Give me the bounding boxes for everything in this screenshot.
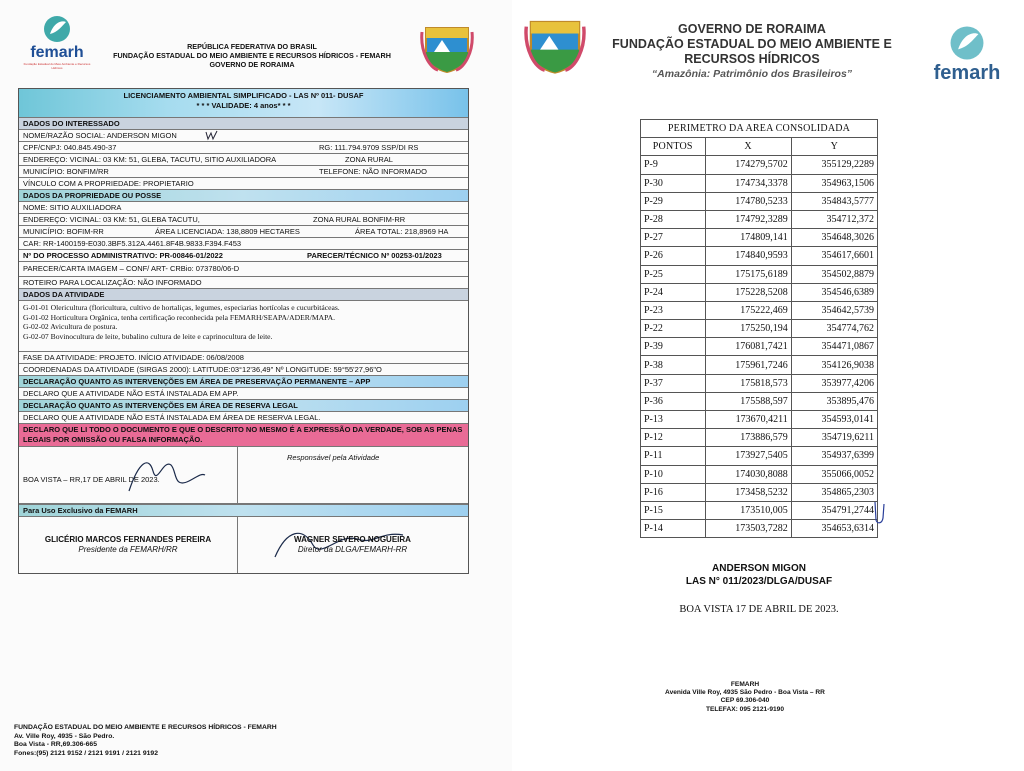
table-row	[641, 265, 878, 283]
table-row	[641, 192, 878, 210]
point-cell: P-24	[641, 283, 706, 301]
y-cell: 354719,6211	[791, 429, 877, 447]
presidente-cargo: Presidente da FEMARH/RR	[78, 545, 178, 554]
endereco-prop-text: ENDEREÇO: VICINAL: 03 KM: 51, GLEBA TACUTU,	[23, 215, 200, 224]
x-cell: 174840,9593	[705, 247, 791, 265]
logo-word: femarh	[933, 62, 1001, 84]
table-title: PERIMETRO DA AREA CONSOLIDADA	[641, 120, 878, 138]
footer-line: FUNDAÇÃO ESTADUAL DO MEIO AMBIENTE E RECURSOS HÍDRICOS - FEMARH	[14, 724, 277, 731]
field-endereco	[19, 154, 468, 166]
table-row	[641, 411, 878, 429]
field-cpf-rg	[19, 142, 468, 154]
x-cell: 173670,4211	[705, 411, 791, 429]
point-cell: P-25	[641, 265, 706, 283]
point-cell: P-11	[641, 447, 706, 465]
right-footer	[615, 681, 875, 714]
field-car: CAR: RR-1400159-E030.3BF5.312A.4461.8F4B.9833.F394.F453	[19, 238, 468, 250]
point-cell: P-27	[641, 229, 706, 247]
x-cell: 173886,579	[705, 429, 791, 447]
date-line: BOA VISTA 17 DE ABRIL DE 2023.	[679, 604, 839, 615]
y-cell: 354843,5777	[791, 192, 877, 210]
table-row	[641, 174, 878, 192]
footer-line: Boa Vista - RR,69.306-665	[14, 741, 97, 749]
col-y: Y	[791, 138, 877, 156]
activity-item: G-01-02 Horticultura Orgânica, tenha certificação reconhecida pela FEMARH/SEAPA/ADER/MAPA.	[23, 312, 336, 322]
left-header	[96, 42, 408, 69]
diretor-cargo: Diretor da DLGA/FEMARH-RR	[297, 545, 408, 554]
x-cell: 175250,194	[705, 320, 791, 338]
footer-line: Av. Ville Roy, 4935 - São Pedro.	[14, 732, 115, 740]
x-cell: 176081,7421	[705, 338, 791, 356]
point-cell: P-36	[641, 392, 706, 410]
signature-block	[640, 563, 878, 588]
point-cell: P-39	[641, 338, 706, 356]
footer-line: TELEFAX: 095 2121-9190	[705, 705, 785, 713]
x-cell: 174734,3378	[705, 174, 791, 192]
y-cell: 354937,6399	[791, 447, 877, 465]
municipio-text: MUNICÍPIO: BONFIM/RR	[23, 167, 109, 176]
x-cell: 175818,573	[705, 374, 791, 392]
point-cell: P-14	[641, 520, 706, 538]
gov-line1: GOVERNO DE RORAIMA	[678, 22, 826, 36]
point-cell: P-9	[641, 156, 706, 174]
right-header	[592, 22, 912, 67]
point-cell: P-10	[641, 465, 706, 483]
point-cell: P-15	[641, 501, 706, 519]
footer-line: CEP 69.306-040	[720, 697, 770, 705]
decl-app-title: DECLARAÇÃO QUANTO AS INTERVENÇÕES EM ÁREA DE PRESERVAÇÃO PERMANENTE – APP	[19, 376, 468, 388]
field-roteiro: ROTEIRO PARA LOCALIZAÇÃO: NÃO INFORMADO	[19, 277, 468, 289]
decl-app-text: DECLARO QUE A ATIVIDADE NÃO ESTÁ INSTALADA EM APP.	[19, 388, 468, 400]
table-row	[641, 338, 878, 356]
y-cell: 354502,8879	[791, 265, 877, 283]
table-row	[641, 483, 878, 501]
table-row	[641, 520, 878, 538]
activity-item: G-01-01 Olericultura (floricultura, cultivo de hortaliças, legumes, especiarias hortícolas e cucurbitáceas.	[23, 303, 340, 312]
point-cell: P-23	[641, 301, 706, 319]
table-row	[641, 247, 878, 265]
point-cell: P-37	[641, 374, 706, 392]
endereco-text: ENDEREÇO: VICINAL: 03 KM: 51, GLEBA, TACUTU, SITIO AUXILIADORA	[23, 155, 277, 164]
responsavel-label: Responsável pela Atividade	[287, 453, 380, 462]
table-row	[641, 392, 878, 410]
y-cell: 354712,372	[791, 210, 877, 228]
roraima-crest-icon	[420, 22, 474, 79]
leaf-icon	[945, 24, 989, 62]
y-cell: 354963,1506	[791, 174, 877, 192]
table-row	[641, 465, 878, 483]
y-cell: 354593,0141	[791, 411, 877, 429]
header-line1: REPÚBLICA FEDERATIVA DO BRASIL	[187, 42, 317, 51]
leaf-icon	[40, 14, 74, 44]
femarh-logo	[22, 14, 92, 70]
table-row	[641, 301, 878, 319]
signature-row	[19, 447, 468, 504]
x-cell: 174780,5233	[705, 192, 791, 210]
section-interessado: DADOS DO INTERESSADO	[19, 118, 468, 130]
col-pontos: PONTOS	[641, 138, 706, 156]
roraima-crest-icon	[524, 14, 586, 81]
logo-word: femarh	[30, 44, 84, 61]
point-cell: P-26	[641, 247, 706, 265]
point-cell: P-13	[641, 411, 706, 429]
activity-item: G-02-02 Avicultura de postura.	[23, 322, 118, 331]
x-cell: 175588,597	[705, 392, 791, 410]
point-cell: P-28	[641, 210, 706, 228]
x-cell: 175961,7246	[705, 356, 791, 374]
col-x: X	[705, 138, 791, 156]
field-endereco-prop	[19, 214, 468, 226]
form-validity: * * * VALIDADE: 4 anos* * *	[196, 101, 291, 110]
gov-motto: “Amazônia: Patrimônio dos Brasileiros”	[651, 68, 853, 80]
uso-exclusivo: Para Uso Exclusivo da FEMARH	[19, 504, 468, 517]
field-municipio	[19, 166, 468, 178]
initials-signature-icon	[205, 130, 219, 141]
diretor-nome: WAGNER SEVERO NOGUEIRA	[294, 535, 411, 544]
y-cell: 354126,9038	[791, 356, 877, 374]
local-data: BOA VISTA – RR,17 DE ABRIL DE 2023.	[23, 475, 160, 484]
field-vinculo: VÍNCULO COM A PROPRIEDADE: PROPIETARIO	[19, 178, 468, 190]
x-cell: 174792,3289	[705, 210, 791, 228]
y-cell: 353977,4206	[791, 374, 877, 392]
field-coordenadas: COORDENADAS DA ATIVIDADE (SIRGAS 2000): LATITUDE:03°12'36,49" Nº LONGITUDE: 59°55'27,96"O	[19, 364, 468, 376]
table-row	[641, 210, 878, 228]
x-cell: 174279,5702	[705, 156, 791, 174]
y-cell: 354546,6389	[791, 283, 877, 301]
y-cell: 354648,3026	[791, 229, 877, 247]
license-form	[18, 88, 469, 574]
field-nome	[19, 130, 468, 142]
table-body	[641, 156, 878, 538]
y-cell: 353895,476	[791, 392, 877, 410]
x-cell: 173927,5405	[705, 447, 791, 465]
point-cell: P-16	[641, 483, 706, 501]
presidente-block	[19, 535, 237, 555]
x-cell: 175222,469	[705, 301, 791, 319]
x-cell: 173503,7282	[705, 520, 791, 538]
signatory-name: ANDERSON MIGON	[712, 563, 806, 574]
x-cell: 173510,005	[705, 501, 791, 519]
field-fase: FASE DA ATIVIDADE: PROJETO. INÍCIO ATIVIDADE: 06/08/2008	[19, 352, 468, 364]
y-cell: 354791,2744	[791, 501, 877, 519]
gov-line3: RECURSOS HÍDRICOS	[684, 52, 820, 66]
cpf-text: CPF/CNPJ: 040.845.490-37	[23, 143, 117, 152]
x-cell: 175228,5208	[705, 283, 791, 301]
activity-list	[19, 301, 468, 352]
zona-prop-text: ZONA RURAL BONFIM-RR	[313, 215, 406, 224]
gov-line2: FUNDAÇÃO ESTADUAL DO MEIO AMBIENTE E	[612, 37, 892, 51]
y-cell: 354642,5739	[791, 301, 877, 319]
y-cell: 354774,762	[791, 320, 877, 338]
field-parecer-carta: PARECER/CARTA IMAGEM – CONF/ ART- CRBio: 073780/06-D	[19, 262, 468, 277]
point-cell: P-22	[641, 320, 706, 338]
table-row	[641, 229, 878, 247]
table-row	[641, 429, 878, 447]
x-cell: 174809,141	[705, 229, 791, 247]
form-title-block	[19, 89, 468, 118]
point-cell: P-38	[641, 356, 706, 374]
point-cell: P-29	[641, 192, 706, 210]
point-cell: P-12	[641, 429, 706, 447]
y-cell: 354471,0867	[791, 338, 877, 356]
license-ref: LAS N° 011/2023/DLGA/DUSAF	[685, 575, 833, 587]
field-processo	[19, 250, 468, 262]
applicant-signature-icon	[119, 451, 209, 497]
area-licenciada-text: ÁREA LICENCIADA: 138,8809 HECTARES	[155, 227, 300, 236]
area-total-text: ÁREA TOTAL: 218,8969 HA	[355, 227, 449, 236]
activity-item: G-02-07 Bovinocultura de leite, bubalino cultura de leite e caprinocultura de leite.	[23, 331, 273, 341]
form-title: LICENCIAMENTO AMBIENTAL SIMPLIFICADO - LAS Nº 011- DUSAF	[123, 91, 364, 100]
table-row	[641, 356, 878, 374]
decl-verdade: DECLARO QUE LI TODO O DOCUMENTO E QUE O DESCRITO NO MESMO É A EXPRESSÃO DA VERDADE, SOB AS PENAS LEGAIS POR OMISSÃO OU FALSA INFORMAÇÃO.	[19, 424, 468, 447]
table-row	[641, 320, 878, 338]
telefone-text: TELEFONE: NÃO INFORMADO	[319, 167, 427, 176]
y-cell: 354865,2303	[791, 483, 877, 501]
y-cell: 354617,6601	[791, 247, 877, 265]
presidente-nome: GLICÉRIO MARCOS FERNANDES PEREIRA	[44, 535, 212, 544]
perimeter-table	[640, 119, 878, 538]
municipio-prop-text: MUNICÍPIO: BOFIM-RR	[23, 227, 104, 236]
table-row	[641, 156, 878, 174]
femarh-logo	[922, 24, 1012, 85]
table-row	[641, 283, 878, 301]
decl-rl-text: DECLARO QUE A ATIVIDADE NÃO ESTÁ INSTALADA EM ÁREA DE RESERVA LEGAL.	[19, 412, 468, 424]
table-row	[641, 447, 878, 465]
section-atividade: DADOS DA ATIVIDADE	[19, 289, 468, 301]
field-nome-prop: NOME: SITIO AUXILIADORA	[19, 202, 468, 214]
parecer-tecnico-text: PARECER/TÉCNICO Nº 00253-01/2023	[307, 251, 442, 260]
table-row	[641, 501, 878, 519]
logo-tagline: Fundação Estadual do Meio Ambiente e Recursos Hídricos	[23, 62, 91, 70]
section-propriedade: DADOS DA PROPRIEDADE OU POSSE	[19, 190, 468, 202]
header-line3: GOVERNO DE RORAIMA	[209, 60, 295, 69]
footer-line: FEMARH	[730, 681, 760, 688]
processo-text: Nº DO PROCESSO ADMINISTRATIVO: PR-00846-01/2022	[23, 251, 223, 260]
rg-text: RG: 111.794.9709 SSP/DI RS	[319, 143, 419, 152]
x-cell: 174030,8088	[705, 465, 791, 483]
initials-signature-icon	[872, 500, 888, 526]
nome-text: NOME/RAZÃO SOCIAL: ANDERSON MIGON	[23, 131, 177, 140]
x-cell: 173458,5232	[705, 483, 791, 501]
divider	[237, 447, 238, 503]
field-areas	[19, 226, 468, 238]
y-cell: 355066,0052	[791, 465, 877, 483]
y-cell: 355129,2289	[791, 156, 877, 174]
zona-text: ZONA RURAL	[345, 155, 393, 164]
diretor-block	[237, 535, 468, 555]
point-cell: P-30	[641, 174, 706, 192]
decl-rl-title: DECLARAÇÃO QUANTO AS INTERVENÇÕES EM ÁREA DE RESERVA LEGAL	[19, 400, 468, 412]
table-row	[641, 374, 878, 392]
officials-row	[19, 517, 468, 573]
y-cell: 354653,6314	[791, 520, 877, 538]
x-cell: 175175,6189	[705, 265, 791, 283]
footer-line: Avenida Ville Roy, 4935 São Pedro - Boa Vista – RR	[665, 689, 825, 697]
left-footer	[14, 724, 277, 758]
header-line2: FUNDAÇÃO ESTADUAL DO MEIO AMBIENTE E RECURSOS HÍDRICOS - FEMARH	[113, 51, 391, 60]
footer-line: Fones:(95) 2121 9152 / 2121 9191 / 2121 9192	[14, 749, 158, 757]
